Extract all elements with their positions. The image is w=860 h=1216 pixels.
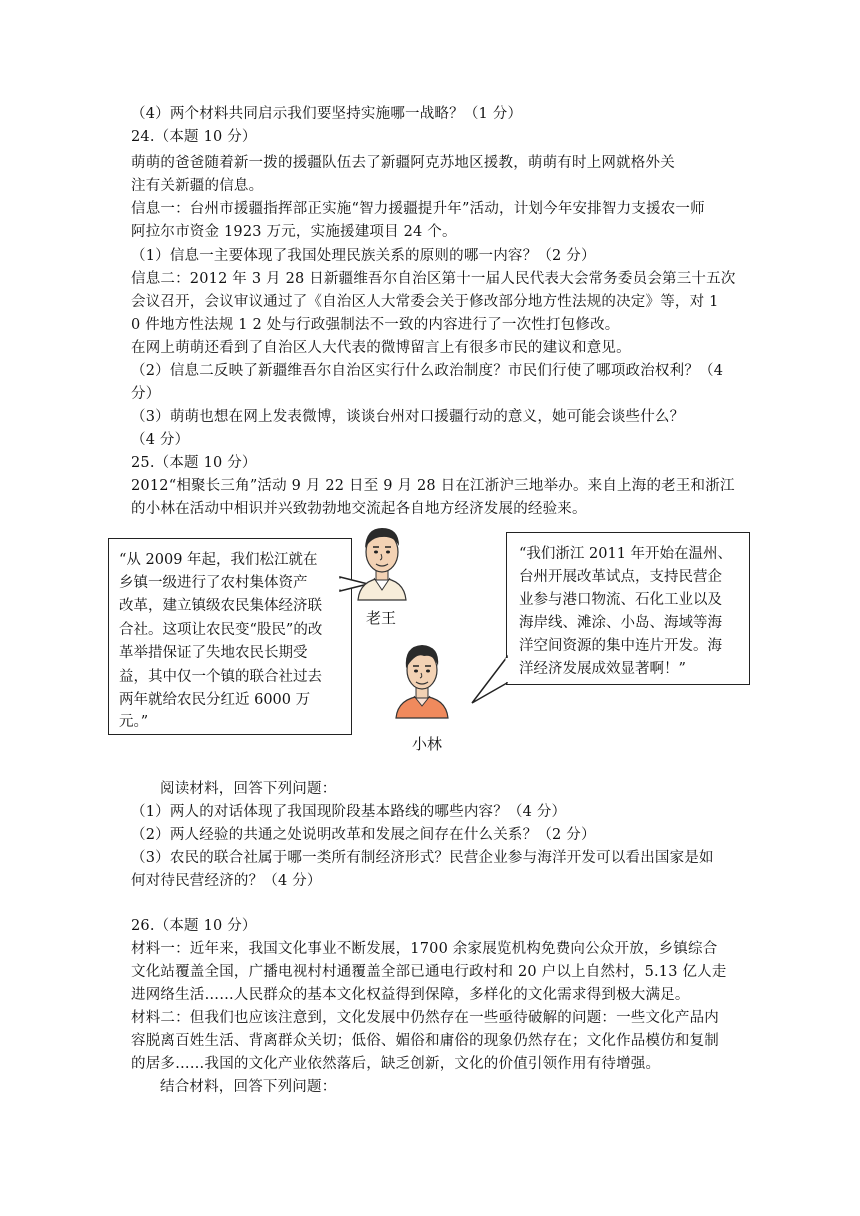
bubble-left-line-4: 合社。这项让农民变“股民”的改	[119, 622, 323, 638]
q26-material1-line-2: 文化站覆盖全国，广播电视村村通覆盖全部已通电行政村和 20 户以上自然村，5.13 亿人走	[131, 964, 727, 980]
q24-heading: 24.（本题 10 分）	[131, 129, 257, 145]
speech-bubble-xiao-lin-tail	[470, 655, 510, 705]
bubble-left-line-3: 改革，建立镇级农民集体经济联	[119, 598, 322, 614]
q24-subquestion-2-cont: 分）	[131, 386, 161, 402]
q26-heading: 26.（本题 10 分）	[131, 918, 257, 934]
q25-subquestion-3: （3）农民的联合社属于哪一类所有制经济形式？民营企业参与海洋开发可以看出国家是如	[131, 850, 714, 866]
q26-instruction: 结合材料，回答下列问题：	[160, 1079, 337, 1095]
q26-material1-line-3: 进网络生活……人民群众的基本文化权益得到保障，多样化的文化需求得到极大满足。	[131, 987, 690, 1003]
q23-subquestion-4: （4）两个材料共同启示我们要坚持实施哪一战略？（1 分）	[131, 106, 523, 122]
bubble-left-line-7: 两年就给农民分红近 6000 万	[119, 692, 311, 708]
q25-subquestion-3-cont: 何对待民营经济的？（4 分）	[131, 873, 322, 889]
q26-material2-line-3: 的居多……我国的文化产业依然落后，缺乏创新，文化的价值引领作用有待增强。	[131, 1056, 661, 1072]
q25-intro-line-2: 的小林在活动中相识并兴致勃勃地交流起各自地方经济发展的经验来。	[131, 501, 587, 517]
speech-bubble-lao-wang	[108, 538, 352, 735]
q24-subquestion-1: （1）信息一主要体现了我国处理民族关系的原则的哪一内容？（2 分）	[131, 248, 596, 264]
bubble-right-line-3: 业参与港口物流、石化工业以及	[519, 592, 722, 608]
bubble-right-line-1: “我们浙江 2011 年开始在温州、	[519, 546, 733, 562]
bubble-right-line-6: 洋经济发展成效显著啊！”	[519, 661, 686, 677]
q25-subquestion-2: （2）两人经验的共通之处说明改革和发展之间存在什么关系？（2 分）	[131, 827, 596, 843]
bubble-left-line-5: 革举措保证了失地农民长期受	[119, 645, 308, 661]
q26-material1-line-1: 材料一：近年来，我国文化事业不断发展，1700 余家展览机构免费向公众开放，乡镇综合	[131, 941, 718, 957]
q24-intro-line-1: 萌萌的爸爸随着新一拨的援疆队伍去了新疆阿克苏地区援教，萌萌有时上网就格外关	[131, 155, 675, 171]
q24-intro-line-2: 注有关新疆的信息。	[131, 178, 264, 194]
q24-info1-line-1: 信息一：台州市援疆指挥部正实施“智力援疆提升年”活动，计划今年安排智力支援农一师	[131, 201, 705, 217]
bubble-right-line-2: 台州开展改革试点，支持民营企	[519, 569, 722, 585]
q26-material2-line-2: 容脱离百姓生活、背离群众关切；低俗、媚俗和庸俗的现象仍然存在；文化作品模仿和复制	[131, 1033, 719, 1049]
lao-wang-portrait-icon	[352, 520, 412, 602]
bubble-left-line-2: 乡镇一级进行了农村集体资产	[119, 575, 308, 591]
q24-info2-line-4: 在网上萌萌还看到了自治区人大代表的微博留言上有很多市民的建议和意见。	[131, 340, 631, 356]
q24-info1-line-2: 阿拉尔市资金 1923 万元，实施援建项目 24 个。	[131, 224, 457, 240]
q24-subquestion-3-cont: （4 分）	[131, 432, 190, 448]
q26-material2-line-1: 材料二：但我们也应该注意到，文化发展中仍然存在一些亟待破解的问题：一些文化产品内	[131, 1010, 719, 1026]
q24-subquestion-2: （2）信息二反映了新疆维吾尔自治区实行什么政治制度？市民们行使了哪项政治权利？（4	[131, 363, 724, 379]
bubble-right-line-4: 海岸线、滩涂、小岛、海域等海	[519, 615, 722, 631]
q24-info2-line-1: 信息二：2012 年 3 月 28 日新疆维吾尔自治区第十一届人民代表大会常务委员会第三十五次	[131, 271, 736, 287]
bubble-left-line-6: 益，其中仅一个镇的联合社过去	[119, 669, 322, 685]
speech-bubble-xiao-lin	[506, 532, 750, 685]
xiao-lin-portrait-icon	[394, 636, 450, 720]
caption-xiao-lin: 小林	[412, 735, 443, 753]
bubble-left-line-8: 元。”	[119, 714, 149, 730]
bubble-left-line-1: “从 2009 年起，我们松江就在	[119, 552, 318, 568]
caption-lao-wang: 老王	[366, 609, 397, 627]
q25-instruction: 阅读材料，回答下列问题：	[160, 781, 337, 797]
q24-info2-line-2: 会议召开，会议审议通过了《自治区人大常委会关于修改部分地方性法规的决定》等，对 1	[131, 294, 719, 310]
q24-subquestion-3: （3）萌萌也想在网上发表微博，谈谈台州对口援疆行动的意义，她可能会谈些什么？	[131, 409, 685, 425]
q24-info2-line-3: 0 件地方性法规 1 2 处与行政强制法不一致的内容进行了一次性打包修改。	[131, 317, 620, 333]
q25-subquestion-1: （1）两人的对话体现了我国现阶段基本路线的哪些内容？（4 分）	[131, 804, 567, 820]
bubble-right-line-5: 洋空间资源的集中连片开发。海	[519, 638, 722, 654]
q25-intro-line-1: 2012“相聚长三角”活动 9 月 22 日至 9 月 28 日在江浙沪三地举办。来自上海的老王和浙江	[131, 478, 735, 494]
q25-heading: 25.（本题 10 分）	[131, 455, 257, 471]
